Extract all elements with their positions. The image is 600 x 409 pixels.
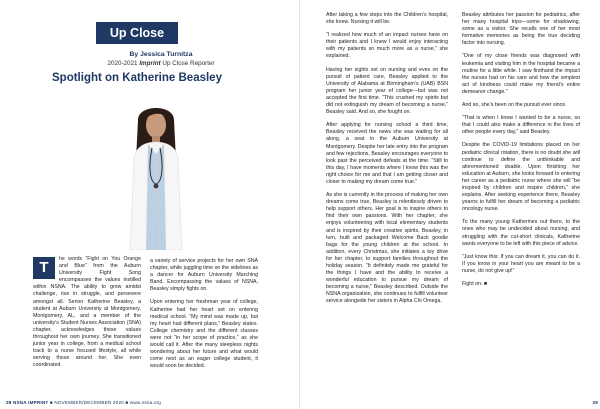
paragraph: After taking a few steps into the Children’s hospital, she knew. Nursing it will be. bbox=[326, 12, 448, 26]
byline-role bbox=[96, 59, 226, 68]
stethoscope-chestpiece bbox=[154, 184, 159, 189]
right-footer bbox=[578, 398, 598, 408]
paragraph: he words “Fight on You Orange and Blue” from the Auburn University Fight Song encompasses the values instilled within NSNA. The ability to grow amidst challenge, rise in struggle, and persevere amongst all. Senior Katherine Beasley, a student at Auburn University at Montgomery, Montgomery, AL, and a member of the university’s Student Nurses Association (SNA) chapter, acknowledges these values throughout her own journey. She transitioned junior year in college, from a medical school track to a nurse focused lifestyle, all while serving those around her. She even coordinated bbox=[33, 256, 141, 369]
footer-separator: ■ bbox=[49, 400, 53, 405]
paragraph: Despite the COVID-19 limitations placed on her pediatric clinical rotation, there is no doubt she will continue to define the unthinkable and aforementioned doable. Upon finishing her education at Auburn, she looks forward to entering her career as a pediatric nurse where she will “be inspired by children and inspire children,” she explains. After seeking experience there, Beasley yearns to fulfill her dream of becoming a pediatric oncology nurse. bbox=[462, 142, 580, 213]
byline-role-prefix: 2020-2021 bbox=[107, 60, 140, 67]
byline-role-emph: Imprint bbox=[139, 60, 161, 67]
byline bbox=[96, 50, 226, 68]
right-column-1 bbox=[326, 12, 448, 312]
paragraph: Having her sights set on nursing and eves on the pursuit of patient care, Beasley applied to the University of Alabama at Birmingham’s (UAB) BSN program her junior year of college—but was not accepted the first time. “This crushed my spirits but did not extinguish my dream of becoming a nurse,” Beasley said. And so, she fought on. bbox=[326, 66, 448, 116]
left-column-2 bbox=[150, 258, 258, 376]
paragraph: To the many young Katherines out there, to the ones who may be undecided about nursing, and struggling with the cut-short clinicals, Katherine wants everyone to be left with this piece of advice. bbox=[462, 219, 580, 247]
page-number: 39 bbox=[592, 400, 598, 405]
portrait-illustration bbox=[126, 98, 186, 250]
paragraph: a variety of service projects for her own SNA chapter, while juggling time on the sidelines as a dancer for Auburn University Marching Band. Encompassing the values of NSNA, Beasley simply fights on. bbox=[150, 258, 258, 293]
closing-line: Fight on. ■ bbox=[462, 281, 488, 287]
paragraph: After applying for nursing school a third time, Beasley received the news she was waiting for all along, a seat in the Auburn University at Montgomery. Despite her late entry into the program and few rejections, Beasley encourages everyone to look past the perceived defeats at the time. “Still to this day, I have moments where I know this was the right choice for me and that I am getting closer and closer to making my dream come true.” bbox=[326, 122, 448, 185]
right-column-2 bbox=[462, 12, 580, 294]
paragraph: “I realized how much of an impact nurses have on their patients and I knew I would enjoy interacting with my patients so much more as a nurse,” she explained. bbox=[326, 32, 448, 60]
paragraph: “One of my close friends was diagnosed with leukemia and visiting him in the hospital became a routine for a little while. I saw firsthand the impact the nurses had on his care and how the simplest act of kindness could make my friend’s entire demeanor change.” bbox=[462, 53, 580, 95]
byline-role-suffix: Up Close Reporter bbox=[160, 60, 215, 67]
paragraph: “Just know this: If you can dream it, you can do it. If you know in your heart you are meant to be a nurse, do not give up!” bbox=[462, 253, 580, 274]
byline-author: By Jessica Turnitza bbox=[129, 51, 193, 58]
paragraph: Beasley attributes her passion for pediatrics, after her many hospital trips—some for shadowing, some as a visitor. She recalls one of her most formative memories as being the true deciding factor into nursing. bbox=[462, 12, 580, 47]
paragraph: Upon entering her freshman year of college, Katherine had her heart set on entering medical school. “My mind was made up, but my heart had different plans,” Beasley states. College chemistry and the different classes were not “in her scope of practice,” as she would call it. After the many sleepless nights wondering about her future and what would come next as an eager college student, it would soon be decided. bbox=[150, 299, 258, 370]
section-banner: Up Close bbox=[96, 22, 178, 44]
paragraph: “That is when I knew I wanted to be a nurse, so that I could also make a difference in the lives of other people every day,” said Beasley. bbox=[462, 115, 580, 136]
website-link[interactable]: www.nsna.org bbox=[129, 400, 162, 405]
opening-paragraph bbox=[33, 256, 141, 370]
left-column-1 bbox=[33, 256, 141, 370]
issue-date: NOVEMBER/DECEMBER 2020 bbox=[54, 400, 124, 405]
left-footer bbox=[6, 398, 206, 408]
article-headline: Spotlight on Katherine Beasley bbox=[52, 72, 222, 84]
paragraph: As she is currently in the process of making her own dreams come true, Beasley is relentlessly driven to help support others. Her goal is to inspire others to find their own passions. With her chapter, she enjoys volunteering with local elementary students and is inspired by their creative spirits. Beasley, in turn, built and packaged Welcome Back goodie bags for the young children at the school. In addition, every Christmas, she initiates a toy drive for her chapter, to support families throughout the holiday season. “It definitely made me grateful for the things I have and the ability to receive a wonderful education to pursue my dream of becoming a nurse,” Beasley described. Outside the NSNA organization, she continues to fulfill volunteer service alongside her sisters in Alpha Chi Omega. bbox=[326, 192, 448, 305]
footer-separator: ■ bbox=[125, 400, 129, 405]
paragraph: And so, she’s been on the pursuit ever since. bbox=[462, 102, 567, 109]
drop-cap: T bbox=[33, 257, 55, 279]
portrait-photo bbox=[126, 98, 186, 250]
publication-name: NSNA IMPRINT bbox=[13, 400, 49, 405]
page-number: 38 bbox=[6, 400, 12, 405]
